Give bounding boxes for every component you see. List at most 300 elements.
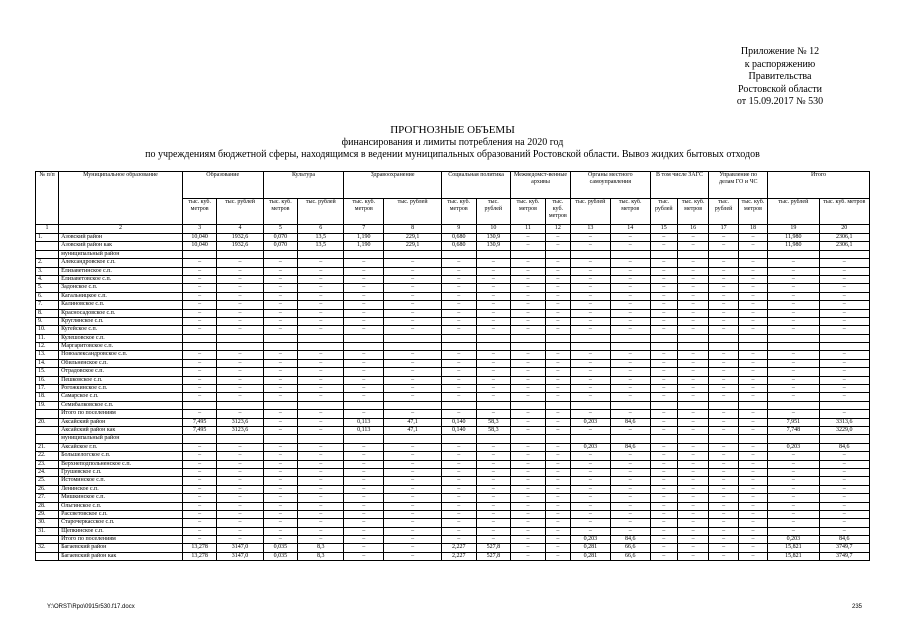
column-number-cell: 19 [768, 225, 819, 234]
value-cell: – [570, 292, 610, 300]
value-cell: – [570, 393, 610, 401]
value-cell: – [182, 494, 217, 502]
value-cell: – [677, 485, 708, 493]
value-cell: – [545, 326, 570, 334]
row-number: 1. [36, 234, 59, 242]
value-cell: – [650, 519, 677, 527]
row-number: 30. [36, 519, 59, 527]
value-cell: – [545, 368, 570, 376]
value-cell: – [677, 317, 708, 325]
value-cell: – [709, 510, 738, 518]
value-cell [182, 343, 217, 351]
value-cell: – [570, 477, 610, 485]
value-cell: – [650, 527, 677, 535]
municipality-name: Новоалександровское с.п. [59, 351, 183, 359]
value-cell: – [768, 317, 819, 325]
municipality-name: Елизаветовское с.п. [59, 275, 183, 283]
value-cell: – [545, 317, 570, 325]
value-cell: – [263, 502, 298, 510]
value-cell: – [709, 234, 738, 242]
value-cell: – [738, 376, 767, 384]
row-number: 12. [36, 343, 59, 351]
value-cell: 0,203 [768, 536, 819, 544]
value-cell: – [298, 284, 344, 292]
value-cell: 0,113 [344, 418, 384, 426]
value-cell: – [570, 410, 610, 418]
value-cell: – [709, 468, 738, 476]
municipality-name: Елизаветинское с.п. [59, 267, 183, 275]
appendix-line: Ростовской области [738, 83, 822, 95]
row-number: 27. [36, 494, 59, 502]
value-cell: – [610, 393, 650, 401]
table-row [36, 485, 870, 493]
value-cell: – [610, 385, 650, 393]
value-cell: – [677, 359, 708, 367]
table-row [36, 502, 870, 510]
value-cell: – [263, 259, 298, 267]
value-cell: – [738, 544, 767, 552]
value-cell: – [511, 443, 546, 451]
value-cell: – [476, 351, 511, 359]
value-cell: – [441, 301, 476, 309]
value-cell: – [650, 544, 677, 552]
value-cell: – [738, 552, 767, 560]
header-cell: Культура [263, 172, 344, 199]
value-cell: 7,495 [182, 418, 217, 426]
value-cell: – [384, 460, 442, 468]
value-cell: – [610, 242, 650, 250]
value-cell: – [217, 267, 263, 275]
value-cell: – [298, 460, 344, 468]
value-cell: – [570, 317, 610, 325]
value-cell [738, 343, 767, 351]
value-cell: – [344, 527, 384, 535]
value-cell: – [709, 376, 738, 384]
value-cell: – [476, 359, 511, 367]
value-cell: 0,070 [263, 242, 298, 250]
value-cell: – [441, 326, 476, 334]
value-cell: – [610, 468, 650, 476]
value-cell: – [768, 477, 819, 485]
value-cell [263, 343, 298, 351]
column-number-row [36, 225, 870, 234]
value-cell [709, 250, 738, 258]
value-cell: – [545, 527, 570, 535]
value-cell: – [344, 477, 384, 485]
value-cell: 8,3 [298, 552, 344, 560]
value-cell: – [677, 452, 708, 460]
value-cell: – [545, 485, 570, 493]
table-row [36, 460, 870, 468]
value-cell: – [263, 485, 298, 493]
value-cell [545, 334, 570, 342]
value-cell: – [677, 368, 708, 376]
value-cell: – [441, 393, 476, 401]
value-cell: – [384, 385, 442, 393]
value-cell: – [610, 494, 650, 502]
value-cell: – [650, 242, 677, 250]
value-cell: 13,5 [298, 242, 344, 250]
value-cell: – [768, 359, 819, 367]
value-cell: – [677, 301, 708, 309]
value-cell: – [677, 376, 708, 384]
value-cell: – [298, 426, 344, 434]
value-cell [384, 343, 442, 351]
value-cell: 0,035 [263, 552, 298, 560]
value-cell: – [738, 502, 767, 510]
value-cell: – [217, 502, 263, 510]
value-cell: – [819, 519, 869, 527]
value-cell: 0,680 [441, 234, 476, 242]
value-cell: – [298, 477, 344, 485]
column-number-cell: 9 [441, 225, 476, 234]
value-cell: 3313,6 [819, 418, 869, 426]
document-title: ПРОГНОЗНЫЕ ОБЪЕМЫ [390, 124, 515, 136]
value-cell: – [709, 418, 738, 426]
value-cell: – [182, 477, 217, 485]
value-cell: – [545, 242, 570, 250]
value-cell [650, 250, 677, 258]
value-cell: – [650, 326, 677, 334]
value-cell: – [217, 527, 263, 535]
value-cell: – [344, 393, 384, 401]
appendix-line: от 15.09.2017 № 530 [736, 96, 824, 108]
value-cell [384, 250, 442, 258]
municipality-name: Задонское с.п. [59, 284, 183, 292]
unit-header-cell: тыс. куб. метров [738, 199, 767, 225]
value-cell: – [570, 242, 610, 250]
value-cell: – [819, 468, 869, 476]
column-number-cell: 14 [610, 225, 650, 234]
value-cell: – [182, 376, 217, 384]
municipality-name: Азовский район [59, 234, 183, 242]
value-cell: – [610, 485, 650, 493]
forecast-table [35, 171, 870, 561]
value-cell: – [217, 410, 263, 418]
header-cell: Здравоохранение [344, 172, 442, 199]
value-cell: – [344, 552, 384, 560]
value-cell: – [263, 460, 298, 468]
value-cell: – [570, 275, 610, 283]
value-cell: – [476, 510, 511, 518]
column-number-cell: 20 [819, 225, 869, 234]
value-cell: – [545, 393, 570, 401]
value-cell: – [344, 510, 384, 518]
value-cell: – [217, 510, 263, 518]
value-cell: – [819, 284, 869, 292]
value-cell: – [650, 368, 677, 376]
value-cell: 527,8 [476, 544, 511, 552]
value-cell: – [610, 368, 650, 376]
value-cell: – [476, 502, 511, 510]
value-cell: – [384, 393, 442, 401]
value-cell: – [217, 385, 263, 393]
value-cell: – [709, 494, 738, 502]
value-cell: – [677, 519, 708, 527]
value-cell: – [768, 292, 819, 300]
value-cell: – [182, 351, 217, 359]
value-cell: 3147,0 [217, 544, 263, 552]
municipality-name: Кугейское с.п. [59, 326, 183, 334]
file-path: Y:\ORST\Rpo\0915r530.f17.docx [47, 604, 135, 610]
value-cell: – [709, 502, 738, 510]
value-cell: – [441, 284, 476, 292]
row-number: 23. [36, 460, 59, 468]
row-number: 21. [36, 443, 59, 451]
value-cell: 130,9 [476, 234, 511, 242]
value-cell: – [738, 359, 767, 367]
value-cell: – [182, 443, 217, 451]
unit-header-cell: тыс. куб. метров [344, 199, 384, 225]
value-cell [298, 250, 344, 258]
value-cell: – [182, 460, 217, 468]
municipality-name: Кагальницкое с.п. [59, 292, 183, 300]
value-cell: – [819, 494, 869, 502]
table-row [36, 401, 870, 409]
value-cell: – [441, 368, 476, 376]
value-cell: – [217, 259, 263, 267]
value-cell: – [545, 275, 570, 283]
row-number: 28. [36, 502, 59, 510]
value-cell: – [650, 376, 677, 384]
value-cell: – [511, 485, 546, 493]
value-cell: 7,748 [768, 426, 819, 434]
appendix-block [700, 46, 860, 109]
value-cell [476, 250, 511, 258]
municipality-name: Обильненское с.п. [59, 359, 183, 367]
value-cell [650, 401, 677, 409]
table-row [36, 552, 870, 560]
value-cell [677, 250, 708, 258]
value-cell: – [570, 234, 610, 242]
table-row [36, 527, 870, 535]
value-cell: 58,3 [476, 426, 511, 434]
value-cell: – [476, 275, 511, 283]
value-cell: – [650, 477, 677, 485]
value-cell: – [768, 460, 819, 468]
unit-header-cell: тыс. рублей [570, 199, 610, 225]
value-cell: – [570, 376, 610, 384]
value-cell: – [677, 536, 708, 544]
value-cell: – [709, 275, 738, 283]
value-cell [476, 343, 511, 351]
value-cell: – [545, 536, 570, 544]
municipality-name: Азовский район как [59, 242, 183, 250]
row-number: 4. [36, 275, 59, 283]
value-cell: – [545, 552, 570, 560]
value-cell [344, 334, 384, 342]
value-cell: – [263, 510, 298, 518]
value-cell: – [677, 234, 708, 242]
value-cell: 3123,6 [217, 418, 263, 426]
value-cell: – [263, 292, 298, 300]
value-cell: – [511, 418, 546, 426]
value-cell: – [384, 284, 442, 292]
value-cell: – [677, 426, 708, 434]
value-cell: – [298, 351, 344, 359]
value-cell: – [650, 452, 677, 460]
value-cell: 15,821 [768, 544, 819, 552]
table-row [36, 267, 870, 275]
value-cell: – [384, 292, 442, 300]
value-cell: 0,140 [441, 426, 476, 434]
value-cell: – [182, 275, 217, 283]
value-cell: – [298, 317, 344, 325]
value-cell: – [384, 544, 442, 552]
value-cell: – [217, 368, 263, 376]
value-cell [217, 343, 263, 351]
value-cell: – [263, 385, 298, 393]
value-cell: – [545, 284, 570, 292]
value-cell: – [709, 301, 738, 309]
value-cell: – [545, 443, 570, 451]
value-cell: – [511, 426, 546, 434]
value-cell [217, 401, 263, 409]
value-cell: – [677, 527, 708, 535]
column-number-cell: 11 [511, 225, 546, 234]
header-cell: № п/п [36, 172, 59, 225]
value-cell: – [476, 267, 511, 275]
value-cell: 0,281 [570, 544, 610, 552]
value-cell: – [570, 309, 610, 317]
value-cell: – [768, 376, 819, 384]
value-cell: – [610, 309, 650, 317]
value-cell: – [650, 502, 677, 510]
row-number: 15. [36, 368, 59, 376]
value-cell [298, 343, 344, 351]
value-cell: – [819, 510, 869, 518]
value-cell: – [441, 485, 476, 493]
row-number [36, 242, 59, 250]
value-cell: – [709, 385, 738, 393]
value-cell: – [545, 301, 570, 309]
table-row [36, 351, 870, 359]
value-cell [298, 334, 344, 342]
value-cell: – [819, 527, 869, 535]
value-cell: – [263, 376, 298, 384]
value-cell: – [476, 309, 511, 317]
document-subtitle-2: по учреждениям бюджетной сферы, находящимся в ведении муниципальных образований Ростовской области. Вывоз жидких бытовых отходов [145, 149, 760, 160]
value-cell: – [738, 275, 767, 283]
value-cell: – [182, 284, 217, 292]
value-cell: – [298, 519, 344, 527]
value-cell [384, 401, 442, 409]
value-cell: 2306,1 [819, 242, 869, 250]
value-cell: – [511, 536, 546, 544]
header-cell: Муниципальное образование [59, 172, 183, 225]
value-cell: 58,3 [476, 418, 511, 426]
column-number-cell: 8 [384, 225, 442, 234]
value-cell: – [441, 443, 476, 451]
value-cell: – [298, 494, 344, 502]
unit-header-cell: тыс. куб. метров [441, 199, 476, 225]
value-cell: – [182, 519, 217, 527]
value-cell: – [768, 368, 819, 376]
value-cell: – [217, 443, 263, 451]
value-cell: – [511, 292, 546, 300]
column-number-cell: 1 [36, 225, 59, 234]
table-row [36, 536, 870, 544]
value-cell [570, 250, 610, 258]
value-cell: – [298, 410, 344, 418]
value-cell: – [709, 267, 738, 275]
value-cell [610, 435, 650, 443]
value-cell: – [768, 485, 819, 493]
value-cell: – [709, 519, 738, 527]
value-cell [476, 435, 511, 443]
value-cell: – [570, 368, 610, 376]
table-row [36, 234, 870, 242]
municipality-name: Итого по поселениям [59, 410, 183, 418]
value-cell: – [217, 309, 263, 317]
value-cell: – [819, 359, 869, 367]
row-number [36, 250, 59, 258]
row-number: 18. [36, 393, 59, 401]
page-number: 235 [852, 604, 863, 610]
value-cell [709, 334, 738, 342]
table-row [36, 519, 870, 527]
value-cell: – [298, 376, 344, 384]
value-cell: – [384, 259, 442, 267]
table-row [36, 359, 870, 367]
value-cell: – [182, 485, 217, 493]
value-cell: – [738, 242, 767, 250]
row-number: 31. [36, 527, 59, 535]
value-cell: – [298, 368, 344, 376]
table-row [36, 544, 870, 552]
value-cell [819, 435, 869, 443]
value-cell: – [650, 267, 677, 275]
value-cell: – [263, 527, 298, 535]
value-cell: – [182, 309, 217, 317]
value-cell: – [610, 410, 650, 418]
value-cell: – [738, 418, 767, 426]
value-cell: – [384, 309, 442, 317]
value-cell: – [545, 267, 570, 275]
value-cell [610, 334, 650, 342]
value-cell [610, 250, 650, 258]
value-cell: – [709, 284, 738, 292]
value-cell: – [677, 275, 708, 283]
value-cell: 3147,0 [217, 552, 263, 560]
value-cell: – [709, 317, 738, 325]
value-cell [217, 250, 263, 258]
value-cell: – [384, 368, 442, 376]
value-cell: – [650, 284, 677, 292]
value-cell: – [476, 292, 511, 300]
value-cell: – [263, 536, 298, 544]
municipality-name: Багаевский район как [59, 552, 183, 560]
value-cell: – [819, 385, 869, 393]
column-number-cell: 6 [298, 225, 344, 234]
value-cell: 3749,7 [819, 552, 869, 560]
value-cell: – [476, 527, 511, 535]
value-cell: 84,6 [819, 443, 869, 451]
row-number: 10. [36, 326, 59, 334]
value-cell: – [182, 468, 217, 476]
value-cell [545, 401, 570, 409]
value-cell: – [263, 301, 298, 309]
value-cell: – [768, 385, 819, 393]
value-cell: 0,140 [441, 418, 476, 426]
value-cell [545, 343, 570, 351]
value-cell: – [182, 527, 217, 535]
table-row [36, 309, 870, 317]
value-cell: – [650, 275, 677, 283]
value-cell: – [545, 418, 570, 426]
value-cell: – [344, 267, 384, 275]
municipality-name: муниципальный район [59, 435, 183, 443]
